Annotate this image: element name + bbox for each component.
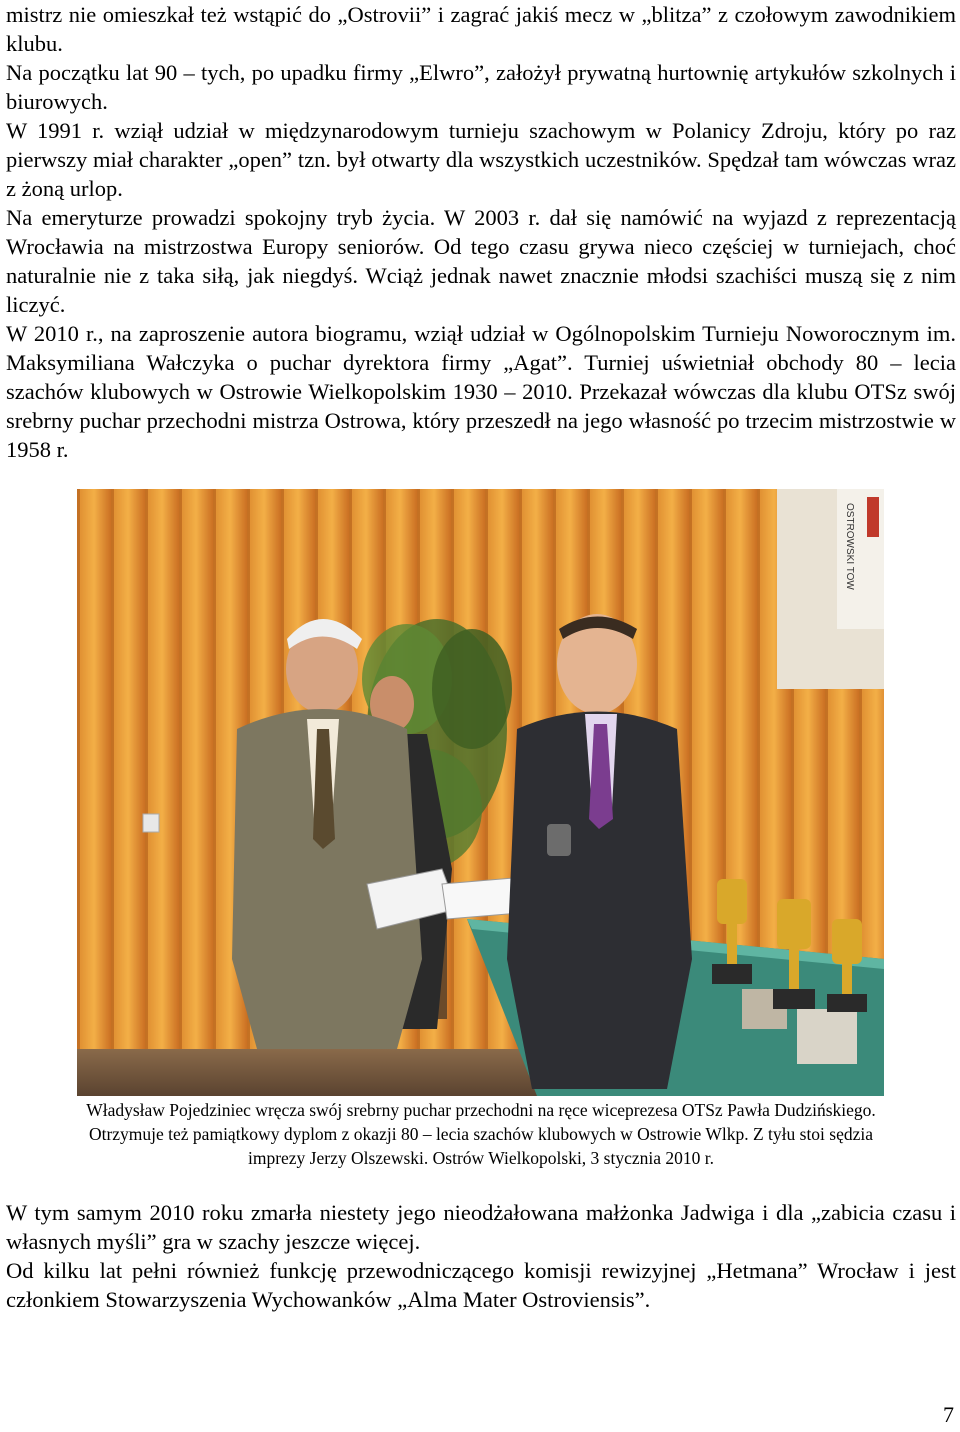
paragraph: W 1991 r. wziął udział w międzynarodowym turnieju szachowym w Polanicy Zdroju, który po raz pierwszy miał charakter „open” tzn. był otwarty dla wszystkich uczestników. Spędzał tam wówczas wraz z żoną urlop.	[6, 118, 956, 201]
photo-caption	[6, 1098, 956, 1170]
paragraph: W tym samym 2010 roku zmarła niestety jego nieodżałowana małżonka Jadwiga i dla „zabicia czasu i własnych myśli” gra w szachy jeszcze więcej.	[6, 1200, 956, 1254]
paragraph: Od kilku lat pełni również funkcję przewodniczącego komisji rewizyjnej „Hetmana” Wrocław i jest członkiem Stowarzyszenia Wychowanków „Alma Mater Ostroviensis”.	[6, 1258, 956, 1312]
caption-line: Władysław Pojedziniec wręcza swój srebrny puchar przechodni na ręce wiceprezesa OTSz Pawła Dudzińskiego.	[86, 1100, 876, 1120]
paragraph: mistrz nie omieszkał też wstąpić do „Ostrovii” i zagrać jakiś mecz w „blitza” z czołowym zawodnikiem klubu.	[6, 2, 956, 56]
body-text-bottom	[6, 1198, 956, 1314]
paragraph: Na emeryturze prowadzi spokojny tryb życia. W 2003 r. dał się namówić na wyjazd z reprezentacją Wrocławia na mistrzostwa Europy seniorów. Od tego czasu grywa nieco częściej w turniejach, choć naturalnie nie z taka siłą, jak niegdyś. Wciąż jednak nawet znacznie młodsi szachiści muszą się z nim liczyć.	[6, 205, 956, 317]
banner-text: OSTROWSKI TOW	[844, 503, 855, 590]
caption-line: imprezy Jerzy Olszewski. Ostrów Wielkopolski, 3 stycznia 2010 r.	[247, 1148, 715, 1168]
body-text-top	[6, 0, 956, 464]
paragraph: Na początku lat 90 – tych, po upadku firmy „Elwro”, założył prywatną hurtownię artykułów szkolnych i biurowych.	[6, 60, 956, 114]
paragraph: W 2010 r., na zaproszenie autora biogramu, wziął udział w Ogólnopolskim Turnieju Noworocznym im. Maksymiliana Wałczyka o puchar dyrektora firmy „Agat”. Turniej uświetniał obchody 80 – lecia szachów klubowych w Ostrowie Wielkopolskim 1930 – 2010. Przekazał wówczas dla klubu OTSz swój srebrny puchar przechodni mistrza Ostrowa, który przeszedł na jego własność po trzecim mistrzostwie w 1958 r.	[6, 321, 956, 462]
ceremony-photo	[77, 489, 884, 1096]
caption-line: Otrzymuje też pamiątkowy dyplom z okazji 80 – lecia szachów klubowych w Ostrowie Wlkp. Z tyłu stoi sędzia	[88, 1124, 874, 1144]
page-number: 7	[943, 1402, 954, 1427]
